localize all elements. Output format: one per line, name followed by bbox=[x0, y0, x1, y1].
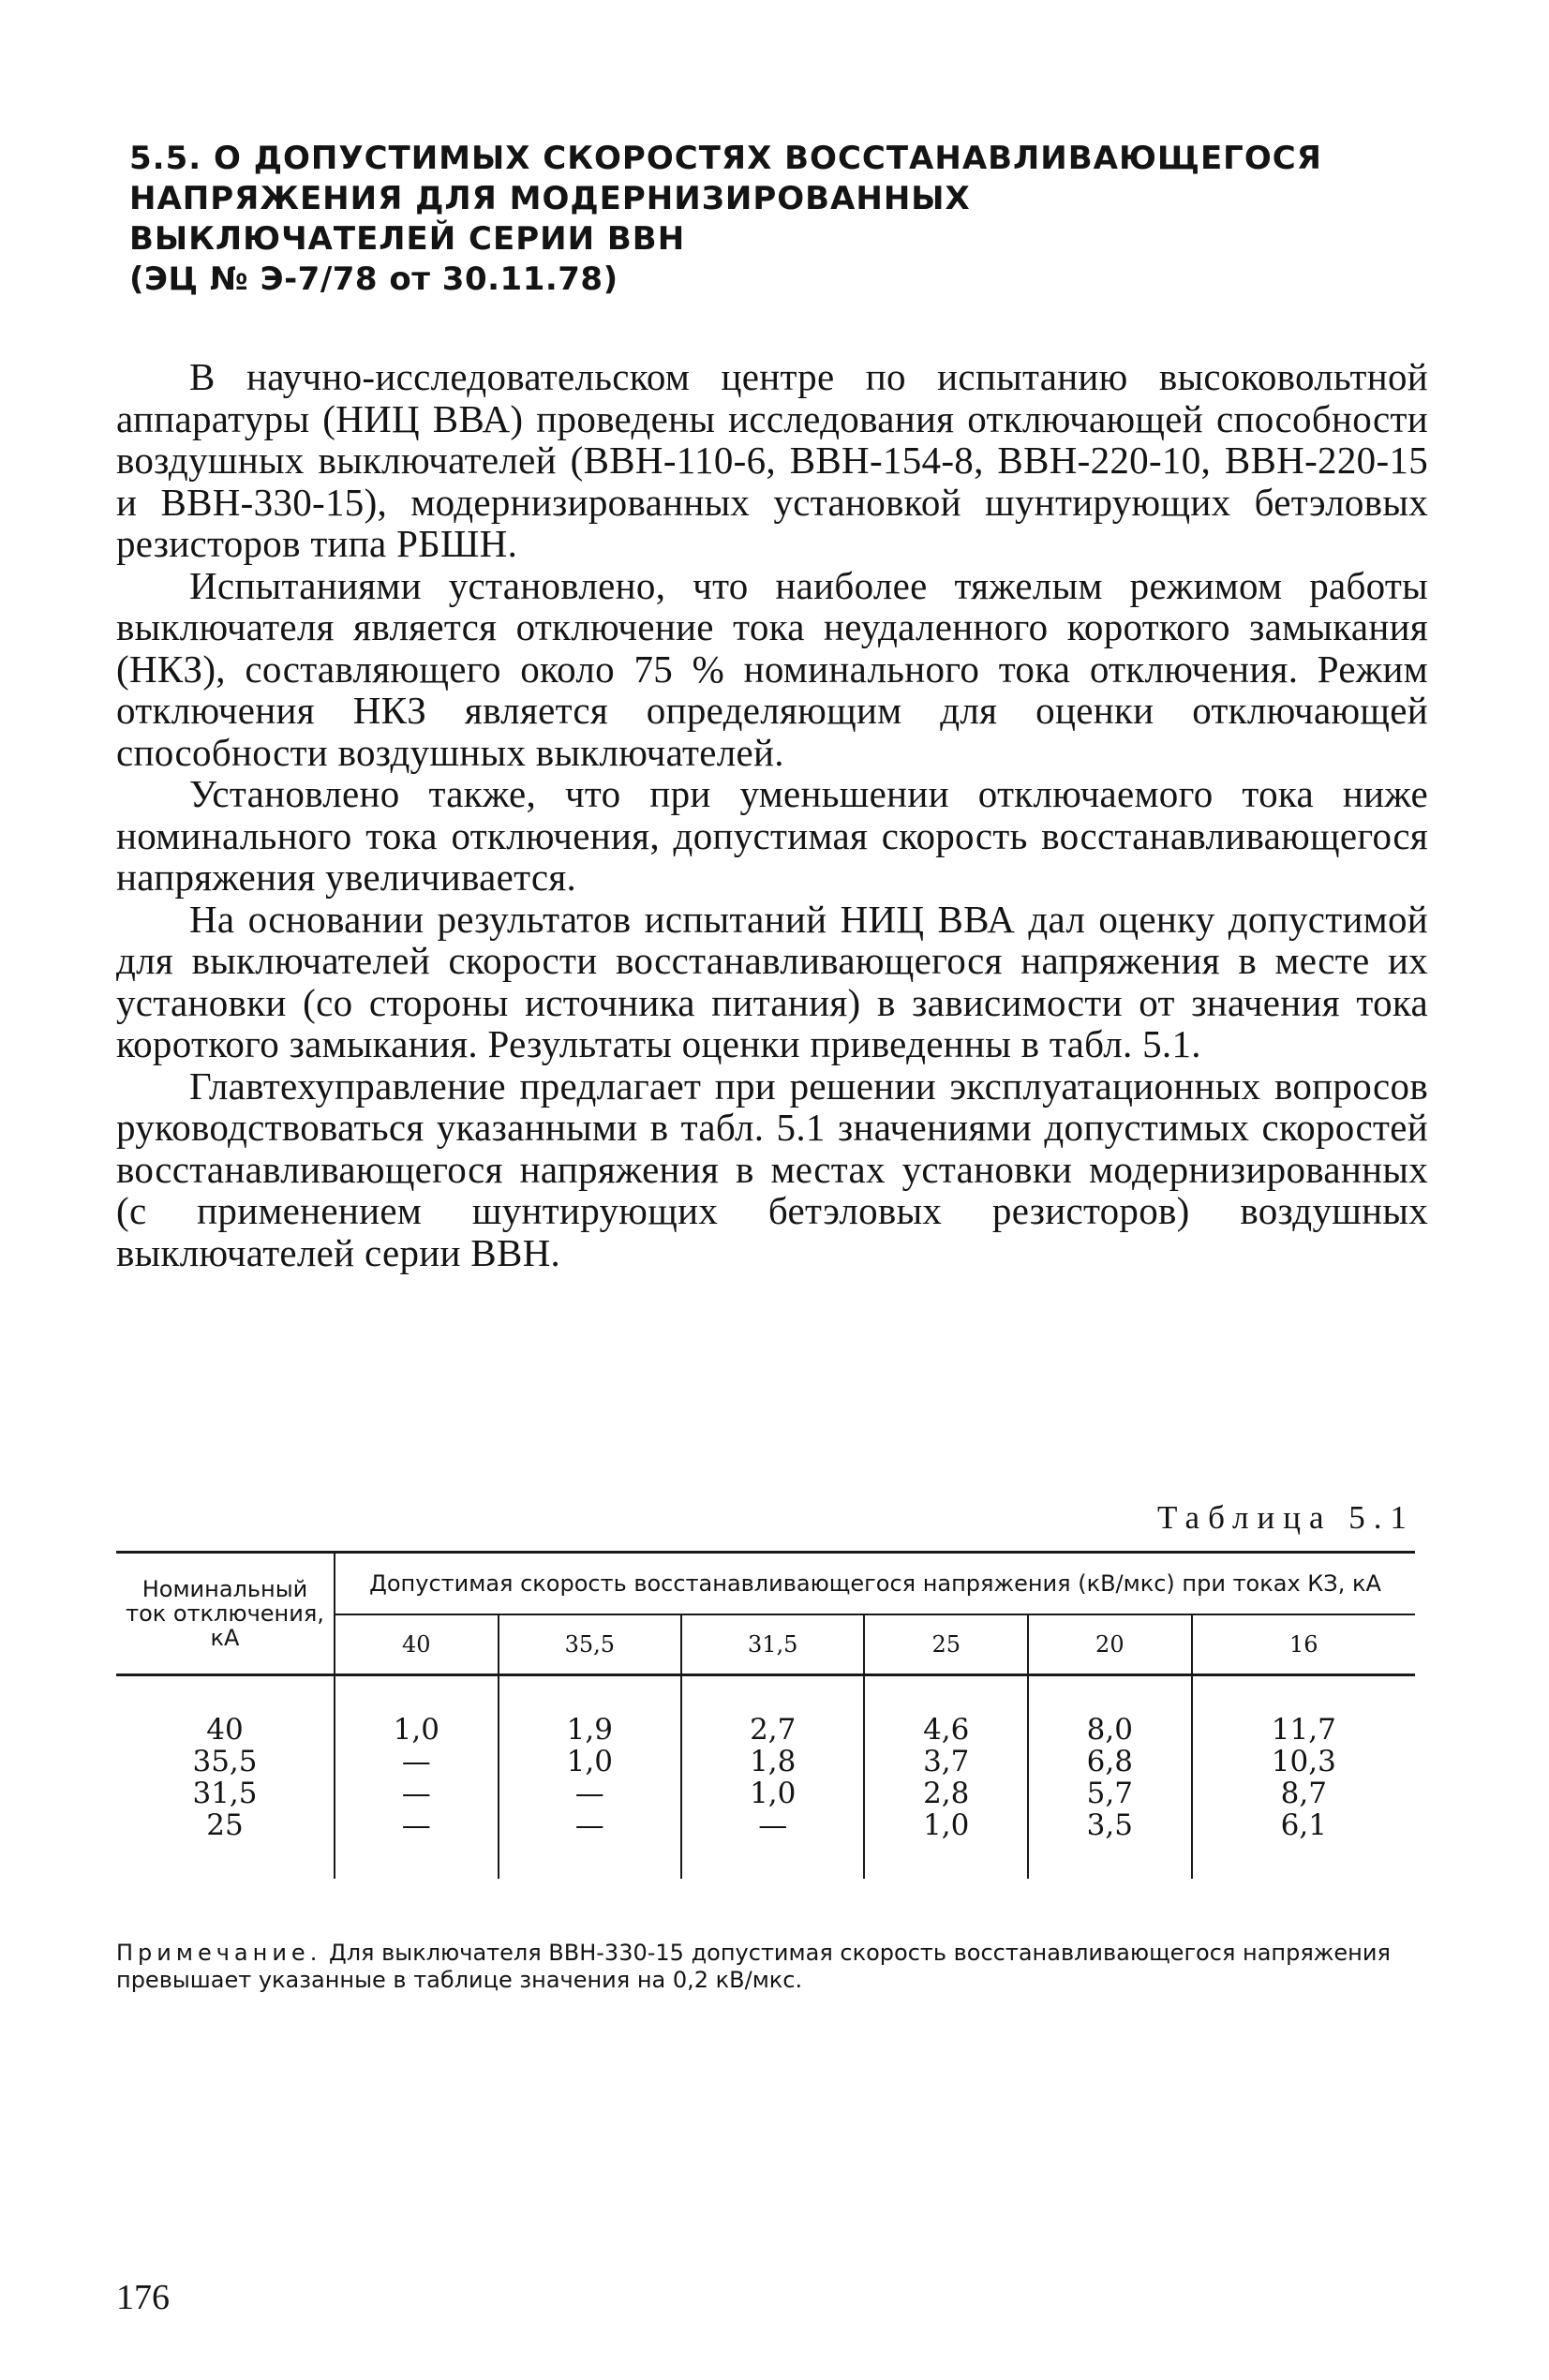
value-cell: 8,0 bbox=[1028, 1675, 1192, 1747]
column-header: 31,5 bbox=[681, 1614, 864, 1675]
value-cell: — bbox=[335, 1746, 499, 1778]
group-header-allowed-rate: Допустимая скорость восстанавливающегося напряжения (кВ/мкс) при токах КЗ, кА bbox=[335, 1553, 1415, 1615]
data-table bbox=[116, 1551, 1415, 1879]
value-cell: 10,3 bbox=[1271, 1745, 1336, 1778]
table-row bbox=[116, 1675, 1415, 1747]
value-cell: 11,7 bbox=[1271, 1713, 1336, 1747]
value-cell: — bbox=[681, 1809, 864, 1879]
value-cell: 1,9 bbox=[499, 1675, 681, 1747]
paragraph-3: Установлено также, что при уменьшении отключаемого тока ниже номинального тока отключения, допустимая скорость восстанавливающегося напряжения увеличивается. bbox=[116, 772, 1428, 899]
body-text bbox=[116, 356, 1428, 1273]
value-cell: 6,1 bbox=[1280, 1808, 1327, 1842]
column-header: 16 bbox=[1192, 1614, 1415, 1675]
paragraph-1: В научно-исследовательском центре по испытанию высоковольтной аппаратуры (НИЦ ВВА) проведены исследования отключающей способности воздушных выключателей (ВВН-110-6, ВВН-154-8, ВВН-220-10, ВВН-220-15 и ВВН-330-15), модернизированных установкой шунтирующих бетэловых резисторов типа РБШН. bbox=[116, 355, 1428, 565]
value-cell: 1,0 bbox=[681, 1778, 864, 1809]
value-cell: 3,5 bbox=[1028, 1809, 1192, 1879]
value-cell: 2,7 bbox=[681, 1675, 864, 1747]
nominal-cell: 35,5 bbox=[116, 1746, 335, 1778]
column-header: 20 bbox=[1028, 1614, 1192, 1675]
value-cell: — bbox=[335, 1809, 499, 1879]
note-label: Примечание. bbox=[116, 1940, 322, 1966]
table-row bbox=[116, 1809, 1415, 1879]
value-cell: 1,0 bbox=[864, 1809, 1028, 1879]
column-header: 35,5 bbox=[499, 1614, 681, 1675]
value-cell: — bbox=[335, 1778, 499, 1809]
column-header: 40 bbox=[335, 1614, 499, 1675]
value-cell: 2,8 bbox=[864, 1778, 1028, 1809]
row-header-nominal-current: Номинальный ток отключения, кА bbox=[116, 1553, 335, 1675]
value-cell: 3,7 bbox=[864, 1746, 1028, 1778]
value-cell: — bbox=[499, 1778, 681, 1809]
paragraph-4: На основании результатов испытаний НИЦ ВВА дал оценку допустимой для выключателей скорости восстанавливающегося напряжения в месте их установки (со стороны источника питания) в зависимости от значения тока короткого замыкания. Результаты оценки приведенны в табл. 5.1. bbox=[116, 897, 1428, 1065]
table-note bbox=[116, 1940, 1419, 1994]
value-cell: 1,0 bbox=[499, 1746, 681, 1778]
value-cell: 8,7 bbox=[1280, 1777, 1327, 1810]
column-header: 25 bbox=[864, 1614, 1028, 1675]
table-row bbox=[116, 1746, 1415, 1778]
value-cell: 1,0 bbox=[335, 1675, 499, 1747]
table-row bbox=[116, 1778, 1415, 1809]
nominal-cell: 31,5 bbox=[116, 1778, 335, 1809]
table-caption: Таблица 5.1 bbox=[1157, 1499, 1415, 1536]
note-text: Для выключателя ВВН-330-15 допустимая скорость восстанавливающегося напряжения превышает указанные в таблице значения на 0,2 кВ/мкс. bbox=[116, 1940, 1391, 1993]
value-cell: 1,8 bbox=[681, 1746, 864, 1778]
nominal-cell: 40 bbox=[116, 1675, 335, 1747]
heading-reference: (ЭЦ № Э-7/78 от 30.11.78) bbox=[129, 260, 618, 298]
value-cell: — bbox=[499, 1809, 681, 1879]
heading-line-3: ВЫКЛЮЧАТЕЛЕЙ СЕРИИ ВВН bbox=[129, 220, 686, 258]
table-5-1 bbox=[116, 1551, 1415, 1879]
page-number: 176 bbox=[116, 2278, 170, 2317]
paragraph-5: Главтехуправление предлагает при решении эксплуатационных вопросов руководствоваться указанными в табл. 5.1 значениями допустимых скоростей восстанавливающегося напряжения в местах установки модернизированных (с применением шунтирующих бетэловых резисторов) воздушных выключателей серии ВВН. bbox=[116, 1064, 1428, 1274]
value-cell: 6,8 bbox=[1028, 1746, 1192, 1778]
paragraph-2: Испытаниями установлено, что наиболее тяжелым режимом работы выключателя является отключение тока неудаленного короткого замыкания (НКЗ), составляющего около 75 % номинального тока отключения. Режим отключения НКЗ является определяющим для оценки отключающей способности воздушных выключателей. bbox=[116, 563, 1428, 774]
heading-line-2: НАПРЯЖЕНИЯ ДЛЯ МОДЕРНИЗИРОВАННЫХ bbox=[129, 180, 971, 217]
nominal-cell: 25 bbox=[116, 1809, 335, 1879]
value-cell: 5,7 bbox=[1028, 1778, 1192, 1809]
value-cell: 4,6 bbox=[864, 1675, 1028, 1747]
heading-line-1: 5.5. О ДОПУСТИМЫХ СКОРОСТЯХ ВОССТАНАВЛИВАЮЩЕГОСЯ bbox=[129, 140, 1322, 177]
section-heading bbox=[129, 139, 1441, 300]
